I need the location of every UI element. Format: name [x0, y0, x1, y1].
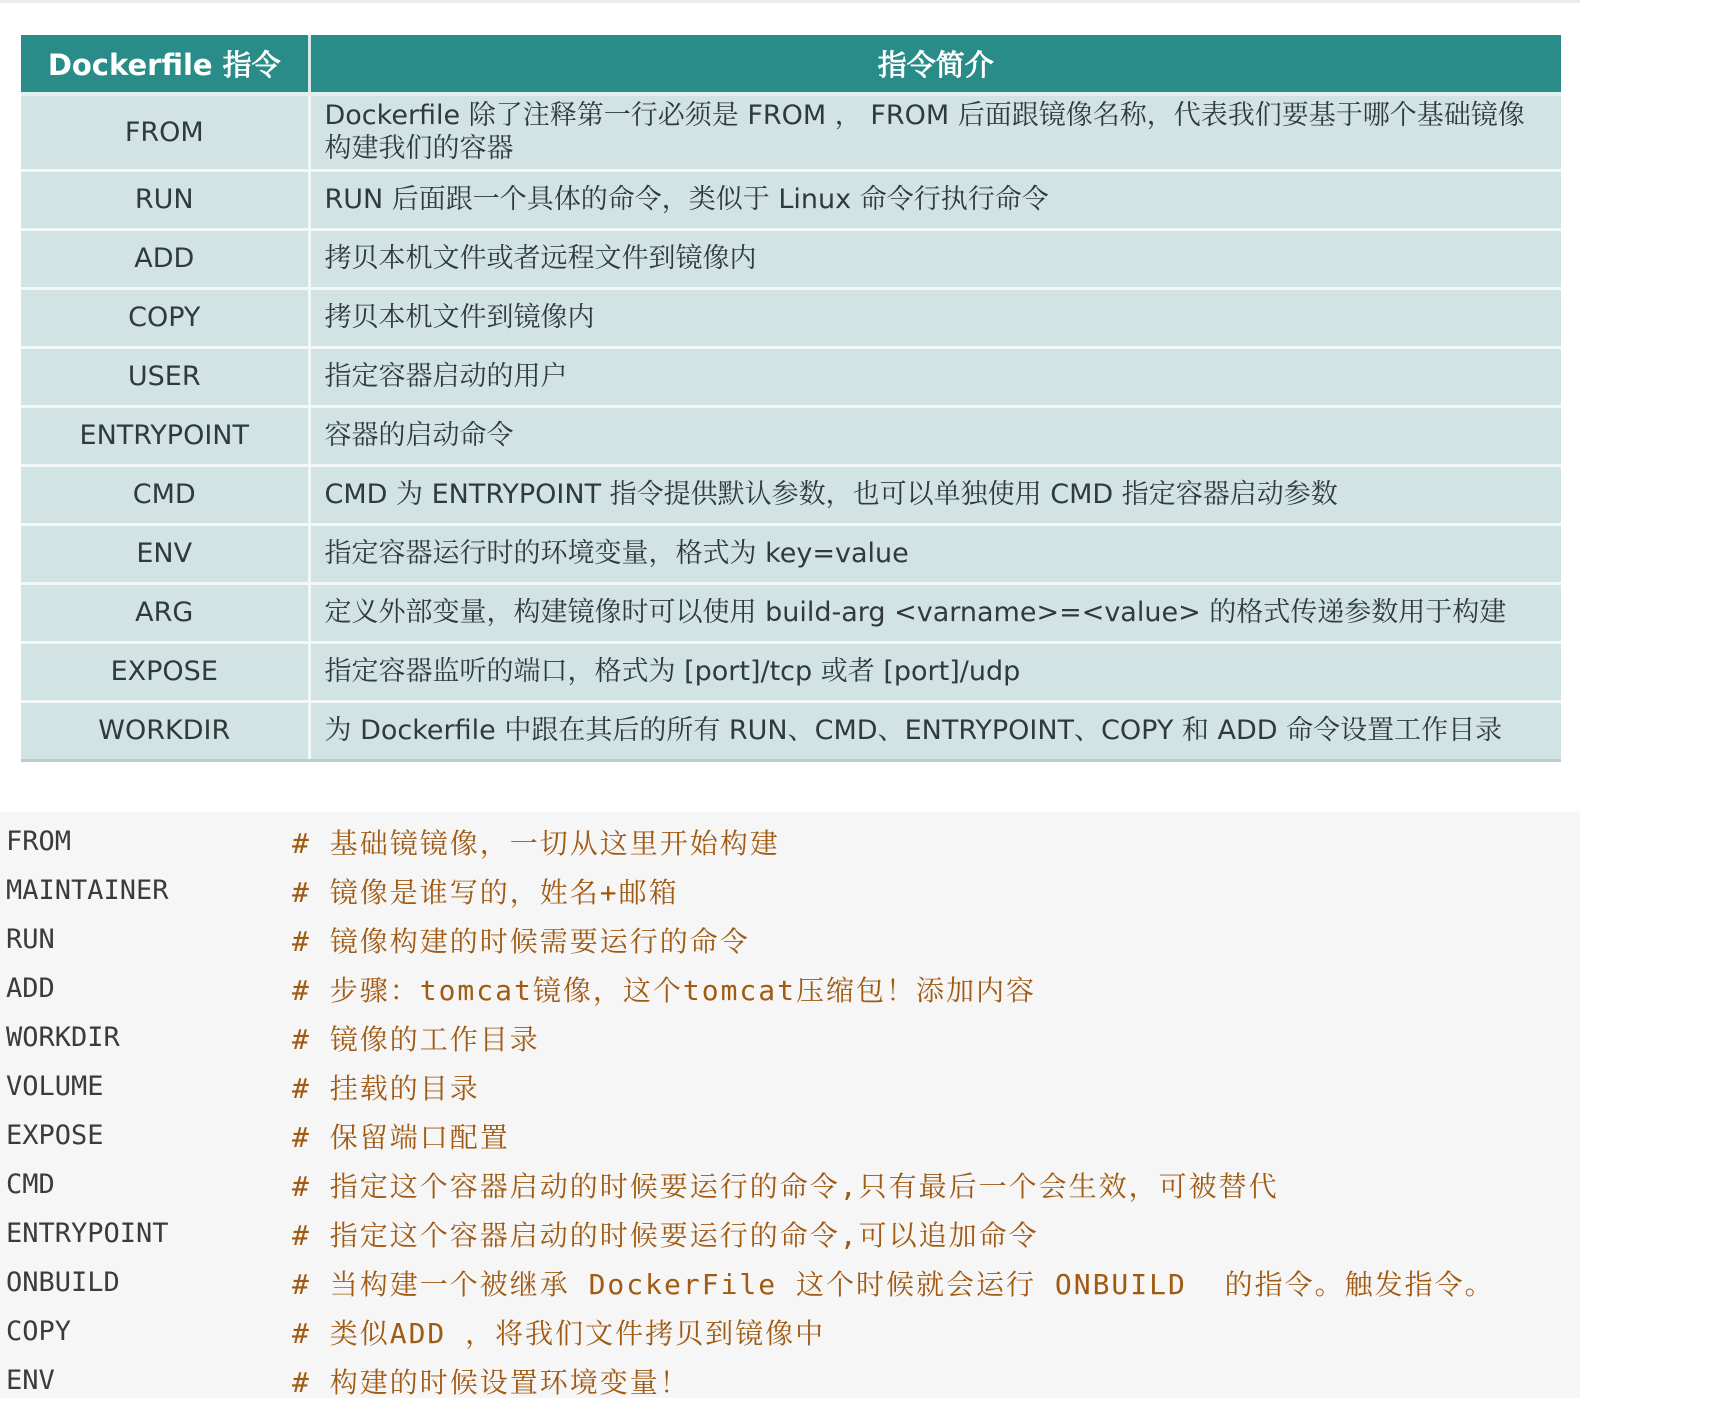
dockerfile-instruction-table — [21, 35, 1561, 762]
instruction-cell: ENV — [21, 524, 309, 583]
instruction-cell: USER — [21, 347, 309, 406]
instruction-cell: FROM — [21, 94, 309, 170]
description-cell: 指定容器监听的端口，格式为 [port]/tcp 或者 [port]/udp — [309, 642, 1561, 701]
table-row — [21, 465, 1561, 524]
table-row — [21, 229, 1561, 288]
code-line — [0, 866, 1580, 915]
table-row — [21, 170, 1561, 229]
code-line — [0, 1258, 1580, 1307]
description-cell: 定义外部变量，构建镜像时可以使用 build-arg <varname>=<value> 的格式传递参数用于构建 — [309, 583, 1561, 642]
code-line — [0, 964, 1580, 1013]
code-comment: # 当构建一个被继承 DockerFile 这个时候就会运行 ONBUILD 的指令。触发指令。 — [292, 1267, 1495, 1301]
code-keyword: COPY — [6, 1316, 72, 1347]
code-line — [0, 1209, 1580, 1258]
table-header-row — [21, 35, 1561, 94]
code-comment: # 镜像的工作目录 — [292, 1022, 540, 1056]
code-keyword: EXPOSE — [6, 1120, 104, 1151]
description-cell: 容器的启动命令 — [309, 406, 1561, 465]
code-keyword: WORKDIR — [6, 1022, 120, 1053]
code-comment: # 保留端口配置 — [292, 1120, 510, 1154]
dockerfile-code-block — [0, 812, 1580, 1398]
description-cell: Dockerfile 除了注释第一行必须是 FROM ， FROM 后面跟镜像名称，代表我们要基于哪个基础镜像构建我们的容器 — [309, 94, 1561, 170]
instruction-cell: ARG — [21, 583, 309, 642]
table-row — [21, 701, 1561, 760]
description-cell: RUN 后面跟一个具体的命令，类似于 Linux 命令行执行命令 — [309, 170, 1561, 229]
description-cell: 为 Dockerfile 中跟在其后的所有 RUN、CMD、ENTRYPOINT、COPY 和 ADD 命令设置工作目录 — [309, 701, 1561, 760]
header-instruction: Dockerfile 指令 — [21, 35, 309, 94]
code-keyword: MAINTAINER — [6, 875, 169, 906]
code-keyword: ENTRYPOINT — [6, 1218, 169, 1249]
code-comment: # 指定这个容器启动的时候要运行的命令,只有最后一个会生效，可被替代 — [292, 1169, 1279, 1203]
table-row — [21, 583, 1561, 642]
instruction-cell: ADD — [21, 229, 309, 288]
code-line — [0, 915, 1580, 964]
instruction-cell: EXPOSE — [21, 642, 309, 701]
code-comment: # 基础镜镜像，一切从这里开始构建 — [292, 826, 780, 860]
description-cell: 指定容器运行时的环境变量，格式为 key=value — [309, 524, 1561, 583]
header-description: 指令简介 — [309, 35, 1561, 94]
table-row — [21, 642, 1561, 701]
code-comment: # 指定这个容器启动的时候要运行的命令,可以追加命令 — [292, 1218, 1039, 1252]
instruction-cell: WORKDIR — [21, 701, 309, 760]
code-keyword: ONBUILD — [6, 1267, 120, 1298]
code-comment: # 挂载的目录 — [292, 1071, 480, 1105]
code-keyword: ADD — [6, 973, 55, 1004]
code-comment: # 步骤：tomcat镜像，这个tomcat压缩包！添加内容 — [292, 973, 1037, 1007]
code-comment: # 构建的时候设置环境变量！ — [292, 1365, 690, 1399]
description-cell: 指定容器启动的用户 — [309, 347, 1561, 406]
code-comment: # 镜像构建的时候需要运行的命令 — [292, 924, 750, 958]
code-line — [0, 1356, 1580, 1405]
instruction-cell: CMD — [21, 465, 309, 524]
code-line — [0, 1307, 1580, 1356]
code-keyword: RUN — [6, 924, 55, 955]
description-cell: 拷贝本机文件或者远程文件到镜像内 — [309, 229, 1561, 288]
code-keyword: VOLUME — [6, 1071, 104, 1102]
code-keyword: FROM — [6, 826, 72, 857]
description-cell: 拷贝本机文件到镜像内 — [309, 288, 1561, 347]
code-line — [0, 1160, 1580, 1209]
top-divider — [0, 0, 1580, 3]
code-line — [0, 1062, 1580, 1111]
code-keyword: CMD — [6, 1169, 55, 1200]
instruction-cell: COPY — [21, 288, 309, 347]
code-keyword: ENV — [6, 1365, 55, 1396]
code-comment: # 镜像是谁写的，姓名+邮箱 — [292, 875, 679, 909]
code-comment: # 类似ADD ，将我们文件拷贝到镜像中 — [292, 1316, 826, 1350]
code-line — [0, 817, 1580, 866]
description-cell: CMD 为 ENTRYPOINT 指令提供默认参数，也可以单独使用 CMD 指定容器启动参数 — [309, 465, 1561, 524]
table-row — [21, 406, 1561, 465]
table-row — [21, 94, 1561, 170]
table-row — [21, 347, 1561, 406]
code-line — [0, 1013, 1580, 1062]
instruction-cell: ENTRYPOINT — [21, 406, 309, 465]
code-line — [0, 1111, 1580, 1160]
table-row — [21, 524, 1561, 583]
table-row — [21, 288, 1561, 347]
instruction-cell: RUN — [21, 170, 309, 229]
